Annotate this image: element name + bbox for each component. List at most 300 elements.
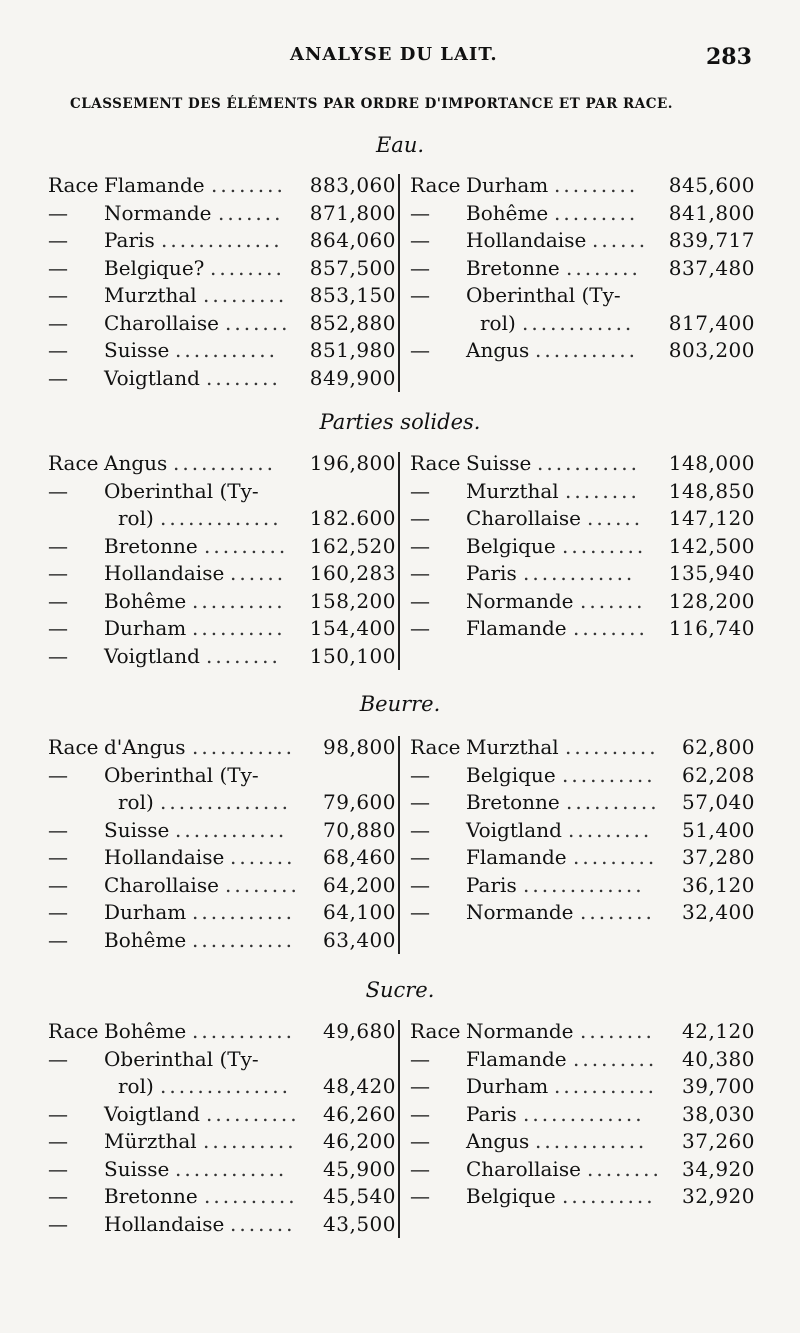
- percentage-value: 32,400: [682, 900, 755, 924]
- table-row: [48, 1101, 396, 1129]
- table-row: [48, 1156, 396, 1184]
- leader-dots: ..........: [562, 762, 656, 787]
- row-prefix: —: [48, 927, 68, 952]
- breed-name: Suisse: [466, 451, 532, 475]
- percentage-value: 46,200: [323, 1129, 396, 1153]
- percentage-value: 40,380: [682, 1046, 755, 1071]
- breed-name: Paris: [466, 1101, 517, 1126]
- percentage-value: 182.600: [309, 506, 396, 530]
- row-prefix: —: [410, 283, 430, 307]
- right-column: [410, 450, 755, 643]
- breed-name: rol): [480, 310, 516, 335]
- leader-dots: .............: [523, 1101, 645, 1126]
- leader-dots: ......: [587, 506, 644, 530]
- percentage-value: 142,500: [668, 533, 755, 558]
- leader-dots: .........: [562, 533, 647, 558]
- table-row: [48, 200, 396, 228]
- row-prefix: —: [410, 478, 430, 503]
- row-prefix: —: [410, 338, 430, 362]
- table-row: [410, 450, 755, 478]
- percentage-value: 37,260: [682, 1129, 755, 1153]
- breed-name: Flamande: [466, 1046, 567, 1071]
- percentage-value: 839,717: [668, 228, 755, 252]
- row-prefix: —: [48, 200, 68, 225]
- table-row: [410, 560, 755, 588]
- row-prefix: Race: [410, 451, 461, 475]
- section-title: Beurre.: [359, 692, 441, 716]
- right-column: [410, 172, 755, 365]
- table-row: [48, 927, 396, 955]
- right-column: [410, 734, 755, 927]
- breed-name: Charollaise: [466, 1156, 581, 1181]
- row-prefix: —: [410, 762, 430, 787]
- row-prefix: —: [48, 478, 68, 503]
- breed-name: Hollandaise: [466, 228, 587, 252]
- row-prefix: —: [48, 1156, 68, 1181]
- leader-dots: ...........: [537, 451, 640, 475]
- leader-dots: ........: [580, 900, 655, 924]
- left-column: [48, 450, 396, 670]
- table-row: [48, 734, 396, 762]
- percentage-value: 48,420: [323, 1074, 396, 1098]
- right-column: [410, 1018, 755, 1211]
- breed-name: Normande: [104, 200, 212, 225]
- row-prefix: —: [48, 283, 68, 307]
- row-prefix: —: [48, 845, 68, 869]
- breed-name: Flamande: [466, 845, 567, 869]
- row-prefix: —: [410, 872, 430, 897]
- table-row: [48, 450, 396, 478]
- leader-dots: ........: [566, 255, 641, 280]
- percentage-value: 803,200: [668, 338, 755, 362]
- percentage-value: 851,980: [309, 338, 396, 362]
- table-row: [410, 872, 755, 900]
- percentage-value: 79,600: [323, 790, 396, 814]
- breed-name: Bretonne: [104, 1184, 198, 1208]
- row-prefix: —: [48, 561, 68, 585]
- leader-dots: ...........: [535, 338, 638, 362]
- percentage-value: 46,260: [323, 1101, 396, 1126]
- breed-name: Charollaise: [104, 872, 219, 897]
- row-prefix: —: [410, 845, 430, 869]
- breed-name: Durham: [104, 616, 187, 640]
- row-prefix: Race: [410, 735, 461, 759]
- percentage-value: 32,920: [682, 1184, 755, 1208]
- breed-name: Bretonne: [466, 790, 560, 814]
- table-row: [48, 337, 396, 365]
- table-row: [410, 337, 755, 365]
- table-row: [410, 817, 755, 845]
- row-prefix: —: [48, 762, 68, 787]
- percentage-value: 147,120: [668, 506, 755, 530]
- left-column: [48, 734, 396, 954]
- percentage-value: 148,850: [668, 478, 755, 503]
- leader-dots: ........: [206, 643, 281, 668]
- leader-dots: ..............: [160, 1074, 292, 1098]
- breed-name: Durham: [466, 173, 549, 197]
- row-prefix: —: [410, 1184, 430, 1208]
- table-row: [48, 365, 396, 393]
- table-row: [410, 282, 755, 310]
- percentage-value: 845,600: [668, 173, 755, 197]
- row-prefix: —: [410, 616, 430, 640]
- row-prefix: —: [410, 900, 430, 924]
- breed-name: Belgique: [466, 533, 556, 558]
- table-row: [48, 172, 396, 200]
- leader-dots: ..........: [204, 1184, 298, 1208]
- table-row: [410, 533, 755, 561]
- percentage-value: 57,040: [682, 790, 755, 814]
- breed-name: d'Angus: [104, 735, 186, 759]
- row-prefix: —: [410, 533, 430, 558]
- breed-name: Durham: [104, 900, 187, 924]
- breed-name: Oberinthal (Ty-: [104, 1046, 259, 1071]
- percentage-value: 38,030: [682, 1101, 755, 1126]
- breed-name: Angus: [466, 1129, 530, 1153]
- row-prefix: —: [48, 1101, 68, 1126]
- column-divider: [398, 452, 400, 670]
- leader-dots: ......: [592, 228, 649, 252]
- row-prefix: —: [48, 588, 68, 613]
- table-row: [48, 1073, 396, 1101]
- percentage-value: 150,100: [309, 643, 396, 668]
- leader-dots: ............: [175, 1156, 288, 1181]
- percentage-value: 37,280: [682, 845, 755, 869]
- breed-name: Bohême: [466, 200, 549, 225]
- table-row: [410, 844, 755, 872]
- row-prefix: —: [48, 1211, 68, 1236]
- table-row: [410, 172, 755, 200]
- row-prefix: —: [410, 255, 430, 280]
- percentage-value: 36,120: [682, 872, 755, 897]
- leader-dots: ..........: [206, 1101, 300, 1126]
- table-row: [48, 560, 396, 588]
- percentage-value: 135,940: [668, 561, 755, 585]
- table-row: [48, 1128, 396, 1156]
- table-row: [48, 789, 396, 817]
- breed-name: Bohême: [104, 588, 187, 613]
- row-prefix: —: [48, 338, 68, 362]
- row-prefix: Race: [410, 1019, 461, 1043]
- leader-dots: .......: [230, 845, 296, 869]
- table-row: [48, 227, 396, 255]
- breed-name: Angus: [104, 451, 168, 475]
- breed-name: Murzthal: [466, 735, 559, 759]
- row-prefix: —: [48, 1184, 68, 1208]
- leader-dots: .............: [161, 228, 283, 252]
- breed-name: Voigtland: [104, 1101, 200, 1126]
- breed-name: Flamande: [466, 616, 567, 640]
- percentage-value: 68,460: [323, 845, 396, 869]
- section-title: Sucre.: [365, 978, 435, 1002]
- percentage-value: 871,800: [309, 200, 396, 225]
- percentage-value: 857,500: [309, 255, 396, 280]
- breed-name: Suisse: [104, 1156, 170, 1181]
- breed-name: Belgique: [466, 762, 556, 787]
- row-prefix: Race: [48, 173, 99, 197]
- row-prefix: —: [48, 255, 68, 280]
- leader-dots: ........: [573, 616, 648, 640]
- breed-name: Bohême: [104, 1019, 187, 1043]
- table-row: [48, 505, 396, 533]
- breed-name: Oberinthal (Ty-: [466, 283, 621, 307]
- leader-dots: ..........: [192, 588, 286, 613]
- leader-dots: ..........: [565, 735, 659, 759]
- breed-name: Suisse: [104, 817, 170, 842]
- percentage-value: 852,880: [309, 310, 396, 335]
- percentage-value: 45,900: [323, 1156, 396, 1181]
- breed-name: Hollandaise: [104, 845, 225, 869]
- table-row: [48, 478, 396, 506]
- running-head: ANALYSE DU LAIT.: [290, 44, 498, 65]
- row-prefix: —: [410, 561, 430, 585]
- table-row: [410, 1073, 755, 1101]
- breed-name: Suisse: [104, 338, 170, 362]
- percentage-value: 158,200: [309, 588, 396, 613]
- column-divider: [398, 1020, 400, 1238]
- row-prefix: —: [48, 365, 68, 390]
- table-row: [410, 734, 755, 762]
- table-row: [48, 1018, 396, 1046]
- percentage-value: 849,900: [309, 365, 396, 390]
- leader-dots: .............: [160, 506, 282, 530]
- breed-name: Voigtland: [104, 643, 200, 668]
- row-prefix: —: [410, 588, 430, 613]
- row-prefix: —: [410, 228, 430, 252]
- leader-dots: ...........: [192, 927, 295, 952]
- percentage-value: 148,000: [668, 451, 755, 475]
- breed-name: Belgique?: [104, 255, 205, 280]
- percentage-value: 42,120: [682, 1019, 755, 1043]
- table-row: [48, 1211, 396, 1239]
- breed-name: Voigtland: [466, 817, 562, 842]
- row-prefix: —: [48, 616, 68, 640]
- leader-dots: ..............: [160, 790, 292, 814]
- breed-name: Oberinthal (Ty-: [104, 478, 259, 503]
- row-prefix: Race: [410, 173, 461, 197]
- row-prefix: —: [48, 817, 68, 842]
- table-row: [410, 1018, 755, 1046]
- table-row: [410, 899, 755, 927]
- table-row: [410, 1156, 755, 1184]
- percentage-value: 864,060: [309, 228, 396, 252]
- breed-name: rol): [118, 790, 154, 814]
- row-prefix: Race: [48, 1019, 99, 1043]
- percentage-value: 817,400: [668, 310, 755, 335]
- leader-dots: ........: [211, 173, 286, 197]
- row-prefix: —: [48, 310, 68, 335]
- leader-dots: ...........: [192, 900, 295, 924]
- percentage-value: 62,208: [682, 762, 755, 787]
- leader-dots: ............: [535, 1129, 648, 1153]
- percentage-value: 883,060: [309, 173, 396, 197]
- breed-name: rol): [118, 1074, 154, 1098]
- table-row: [410, 615, 755, 643]
- leader-dots: ........: [587, 1156, 662, 1181]
- section-title: Eau.: [375, 133, 425, 157]
- breed-name: Paris: [104, 228, 155, 252]
- breed-name: Bretonne: [466, 255, 560, 280]
- row-prefix: —: [410, 790, 430, 814]
- percentage-value: 64,100: [323, 900, 396, 924]
- percentage-value: 51,400: [682, 817, 755, 842]
- breed-name: Murzthal: [104, 283, 197, 307]
- leader-dots: ...........: [554, 1074, 657, 1098]
- breed-name: Hollandaise: [104, 561, 225, 585]
- row-prefix: Race: [48, 735, 99, 759]
- breed-name: Murzthal: [466, 478, 559, 503]
- breed-name: Normande: [466, 588, 574, 613]
- table-row: [48, 844, 396, 872]
- percentage-value: 853,150: [309, 283, 396, 307]
- row-prefix: —: [48, 872, 68, 897]
- row-prefix: —: [410, 506, 430, 530]
- leader-dots: ........: [580, 1019, 655, 1043]
- table-row: [410, 1046, 755, 1074]
- percentage-value: 39,700: [682, 1074, 755, 1098]
- percentage-value: 841,800: [668, 200, 755, 225]
- leader-dots: ........: [210, 255, 285, 280]
- row-prefix: —: [410, 200, 430, 225]
- percentage-value: 98,800: [323, 735, 396, 759]
- breed-name: Flamande: [104, 173, 205, 197]
- table-row: [48, 310, 396, 338]
- leader-dots: .......: [225, 310, 291, 335]
- table-row: [410, 762, 755, 790]
- leader-dots: .......: [230, 1211, 296, 1236]
- row-prefix: —: [48, 1046, 68, 1071]
- leader-dots: .........: [204, 533, 289, 558]
- leader-dots: .........: [554, 200, 639, 225]
- leader-dots: ..........: [192, 616, 286, 640]
- percentage-value: 62,800: [682, 735, 755, 759]
- leader-dots: .............: [523, 872, 645, 897]
- table-row: [410, 1128, 755, 1156]
- breed-name: Normande: [466, 900, 574, 924]
- row-prefix: —: [410, 817, 430, 842]
- table-row: [48, 872, 396, 900]
- percentage-value: 154,400: [309, 616, 396, 640]
- page-number: 283: [706, 44, 752, 70]
- row-prefix: —: [410, 1074, 430, 1098]
- leader-dots: ............: [522, 310, 635, 335]
- column-divider: [398, 174, 400, 392]
- column-divider: [398, 736, 400, 954]
- page-header: [0, 38, 800, 78]
- row-prefix: —: [48, 643, 68, 668]
- leader-dots: .........: [573, 845, 658, 869]
- leader-dots: ...........: [175, 338, 278, 362]
- row-prefix: —: [410, 1046, 430, 1071]
- leader-dots: ..........: [203, 1129, 297, 1153]
- table-row: [410, 255, 755, 283]
- breed-name: Angus: [466, 338, 530, 362]
- table-row: [410, 505, 755, 533]
- breed-name: Normande: [466, 1019, 574, 1043]
- table-heading: CLASSEMENT DES ÉLÉMENTS PAR ORDRE D'IMPORTANCE ET PAR RACE.: [70, 96, 673, 112]
- row-prefix: —: [48, 1129, 68, 1153]
- breed-name: Voigtland: [104, 365, 200, 390]
- leader-dots: ........: [206, 365, 281, 390]
- leader-dots: ......: [230, 561, 287, 585]
- row-prefix: —: [48, 900, 68, 924]
- section-title: Parties solides.: [319, 410, 481, 434]
- leader-dots: ...........: [192, 735, 295, 759]
- breed-name: Paris: [466, 561, 517, 585]
- breed-name: Mürzthal: [104, 1129, 197, 1153]
- percentage-value: 162,520: [309, 533, 396, 558]
- percentage-value: 43,500: [323, 1211, 396, 1236]
- leader-dots: ............: [175, 817, 288, 842]
- table-row: [48, 643, 396, 671]
- row-prefix: —: [48, 228, 68, 252]
- table-row: [48, 899, 396, 927]
- row-prefix: —: [410, 1156, 430, 1181]
- percentage-value: 49,680: [323, 1019, 396, 1043]
- table-row: [48, 817, 396, 845]
- leader-dots: ...........: [192, 1019, 295, 1043]
- table-row: [48, 1183, 396, 1211]
- breed-name: Oberinthal (Ty-: [104, 762, 259, 787]
- breed-name: Bretonne: [104, 533, 198, 558]
- breed-name: Bohême: [104, 927, 187, 952]
- table-row: [48, 615, 396, 643]
- percentage-value: 160,283: [309, 561, 396, 585]
- table-row: [410, 310, 755, 338]
- leader-dots: ..........: [566, 790, 660, 814]
- table-row: [410, 478, 755, 506]
- table-row: [48, 1046, 396, 1074]
- leader-dots: .......: [218, 200, 284, 225]
- percentage-value: 34,920: [682, 1156, 755, 1181]
- leader-dots: ...........: [173, 451, 276, 475]
- percentage-value: 64,200: [323, 872, 396, 897]
- table-row: [410, 588, 755, 616]
- leader-dots: .........: [568, 817, 653, 842]
- table-row: [48, 762, 396, 790]
- row-prefix: —: [48, 533, 68, 558]
- row-prefix: —: [410, 1101, 430, 1126]
- breed-name: Charollaise: [104, 310, 219, 335]
- breed-name: Durham: [466, 1074, 549, 1098]
- leader-dots: ........: [565, 478, 640, 503]
- left-column: [48, 172, 396, 392]
- leader-dots: ........: [225, 872, 300, 897]
- breed-name: Hollandaise: [104, 1211, 225, 1236]
- percentage-value: 63,400: [323, 927, 396, 952]
- percentage-value: 45,540: [323, 1184, 396, 1208]
- percentage-value: 116,740: [668, 616, 755, 640]
- table-row: [48, 282, 396, 310]
- percentage-value: 128,200: [668, 588, 755, 613]
- table-row: [410, 1101, 755, 1129]
- percentage-value: 837,480: [668, 255, 755, 280]
- leader-dots: .......: [580, 588, 646, 613]
- breed-name: rol): [118, 506, 154, 530]
- table-row: [48, 533, 396, 561]
- leader-dots: .........: [554, 173, 639, 197]
- row-prefix: Race: [48, 451, 99, 475]
- table-row: [48, 255, 396, 283]
- leader-dots: .........: [203, 283, 288, 307]
- row-prefix: —: [410, 1129, 430, 1153]
- table-row: [48, 588, 396, 616]
- table-row: [410, 227, 755, 255]
- table-row: [410, 789, 755, 817]
- leader-dots: ..........: [562, 1184, 656, 1208]
- breed-name: Paris: [466, 872, 517, 897]
- breed-name: Belgique: [466, 1184, 556, 1208]
